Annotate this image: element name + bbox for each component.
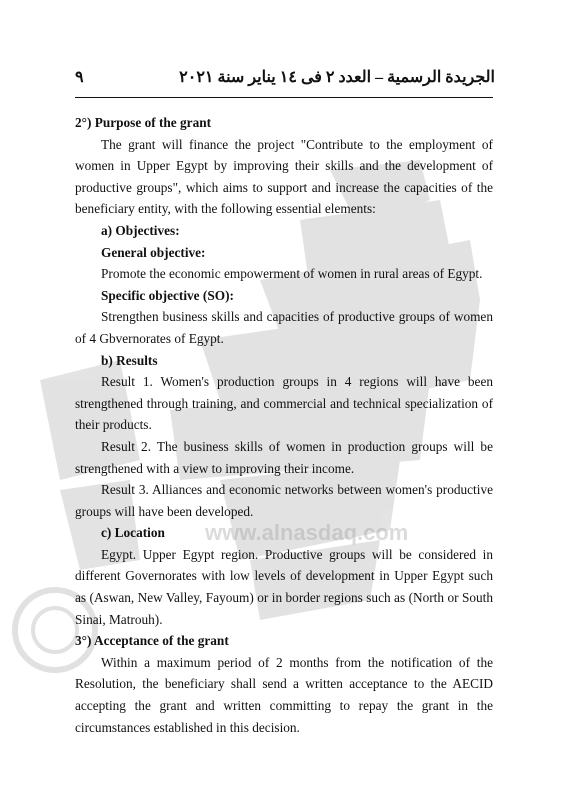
section-2-intro: The grant will finance the project "Contribute to the employment of women in Upper Egypt by improving their skills and the development of productive groups", which aims to support and increase the capacities of the beneficiary entity, with the following essential elements:: [75, 136, 493, 217]
page-number: ٩: [75, 69, 84, 86]
general-objective-heading: General objective:: [101, 244, 206, 260]
document-body: [75, 112, 493, 738]
gazette-title: الجريدة الرسمية – العدد ٢ فى ١٤ يناير سنة ٢٠٢١: [179, 69, 495, 86]
header-rule: [75, 97, 493, 98]
general-objective-text: Promote the economic empowerment of women in rural areas of Egypt.: [101, 266, 483, 282]
objectives-heading: a) Objectives:: [101, 222, 180, 238]
result-2: Result 2. The business skills of women in production groups will be strengthened with a view to improving their income.: [75, 438, 493, 476]
watermark-text: www.alnasdaq.com: [205, 520, 409, 545]
section-3-heading: 3°) Acceptance of the grant: [75, 633, 229, 649]
specific-objective-text: Strengthen business skills and capacities of productive groups of women of 4 Gbvernorates of Egypt.: [75, 309, 493, 346]
specific-objective-heading: Specific objective (SO):: [101, 287, 234, 303]
location-heading: c) Location: [101, 525, 165, 541]
result-1: Result 1. Women's production groups in 4 regions will have been strengthened through training, and commercial and technical specialization of their products.: [75, 374, 493, 433]
page-header: [75, 62, 495, 92]
location-text: Egypt. Upper Egypt region. Productive groups will be considered in different Governorates with low levels of development in Upper Egypt such as (Aswan, New Valley, Fayoum) or in border regions such as (North or South Sinai, Matrouh).: [75, 546, 493, 627]
section-2-heading: 2°) Purpose of the grant: [75, 115, 212, 130]
results-heading: b) Results: [101, 352, 158, 368]
section-3-text: Within a maximum period of 2 months from the notification of the Resolution, the beneficiary shall send a written acceptance to the AECID accepting the grant and written committing to repay the grant in the circumstances established in this decision.: [75, 654, 493, 735]
result-3: Result 3. Alliances and economic networks between women's productive groups will have been developed.: [75, 482, 493, 519]
